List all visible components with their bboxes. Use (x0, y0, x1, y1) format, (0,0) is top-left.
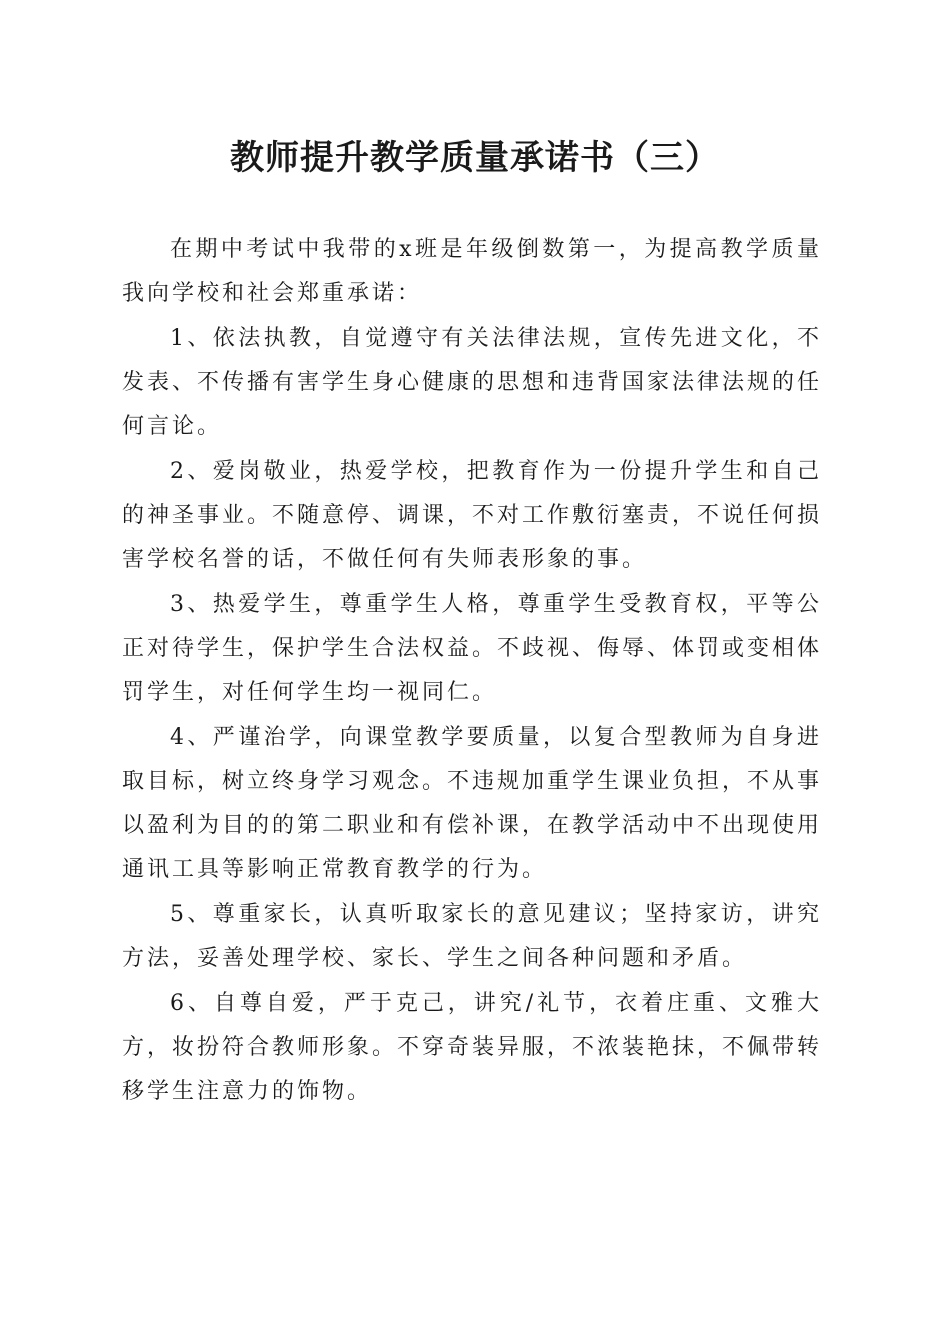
pledge-item-2: 2、爱岗敬业，热爱学校，把教育作为一份提升学生和自己的神圣事业。不随意停、调课，不对工作敷衍塞责，不说任何损害学校名誉的话，不做任何有失师表形象的事。 (122, 459, 823, 572)
document-title: 教师提升教学质量承诺书（三） (230, 138, 720, 178)
document-body (122, 228, 822, 1115)
pledge-item-6: 6、自尊自爱，严于克己，讲究/礼节，衣着庄重、文雅大方，妆扮符合教师形象。不穿奇装异服，不浓装艳抹，不佩带转移学生注意力的饰物。 (122, 991, 823, 1104)
pledge-item-1: 1、依法执教，自觉遵守有关法律法规，宣传先进文化，不发表、不传播有害学生身心健康的思想和违背国家法律法规的任何言论。 (122, 326, 823, 439)
pledge-item-5: 5、尊重家长，认真听取家长的意见建议；坚持家访，讲究方法，妥善处理学校、家长、学生之间各种问题和矛盾。 (122, 902, 822, 971)
pledge-item-4: 4、严谨治学，向课堂教学要质量，以复合型教师为自身进取目标，树立终身学习观念。不违规加重学生课业负担，不从事以盈利为目的的第二职业和有偿补课，在教学活动中不出现使用通讯工具等影响正常教育教学的行为。 (122, 725, 823, 882)
intro-paragraph: 在期中考试中我带的x班是年级倒数第一，为提高教学质量我向学校和社会郑重承诺： (122, 237, 822, 306)
pledge-item-3: 3、热爱学生，尊重学生人格，尊重学生受教育权，平等公正对待学生，保护学生合法权益。不歧视、侮辱、体罚或变相体罚学生，对任何学生均一视同仁。 (122, 592, 823, 705)
